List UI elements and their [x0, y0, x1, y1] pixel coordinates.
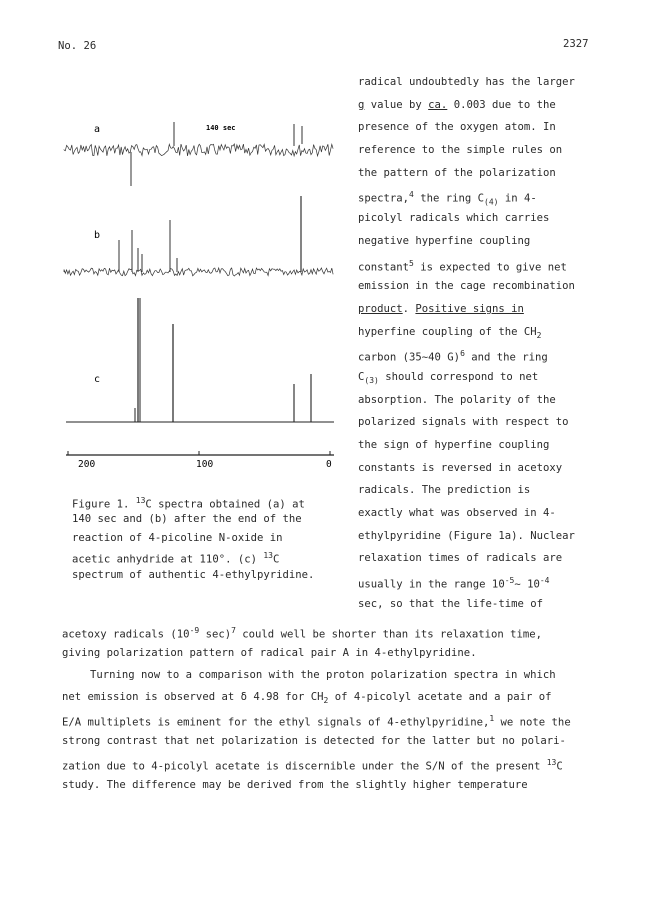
axis-tick-100: 100 [196, 459, 214, 470]
page-number: 2327 [563, 38, 589, 50]
text-line: relaxation times of radicals are [358, 552, 563, 565]
text-line: ethylpyridine (Figure 1a). Nuclear [358, 529, 575, 542]
caption-line: spectrum of authentic 4-ethylpyridine. [72, 568, 315, 581]
axis-tick-200: 200 [78, 459, 96, 470]
panel-label-c: c [94, 374, 101, 385]
caption-line: Figure 1. $^{13}$C spectra obtained (a) at [72, 496, 305, 511]
text-line: spectra,$^4$ the ring $C_{(4)}$ in 4- [358, 190, 537, 208]
text-line: study. The difference may be derived from the slightly higher temperature [62, 779, 528, 791]
journal-issue: No. 26 [58, 40, 97, 52]
nmr-spectra-figure [58, 112, 348, 472]
text-line: constants is reversed in acetoxy [358, 461, 563, 474]
right-column-text [358, 71, 658, 616]
text-line: radicals. The prediction is [358, 484, 531, 497]
text-line: net emission is observed at δ 4.98 for $CH_2$ of 4-picolyl acetate and a pair of [62, 691, 552, 706]
panel-label-a: a [94, 124, 101, 135]
spectrum-b [64, 196, 333, 276]
text-line: hyperfine coupling of the $CH_2$ [358, 325, 542, 340]
body-text-full-width [62, 620, 622, 796]
text-line: the pattern of the polarization [358, 166, 556, 179]
caption-line: reaction of 4-picoline N-oxide in [72, 531, 283, 544]
text-line: strong contrast that net polarization is detected for the latter but no polari- [62, 735, 566, 747]
text-line: product. Positive signs in [358, 302, 524, 315]
text-line: polarized signals with respect to [358, 416, 569, 429]
text-line: absorption. The polarity of the [358, 393, 556, 406]
text-line: the sign of hyperfine coupling [358, 439, 550, 451]
axis-tick-0: 0 [326, 459, 332, 470]
chemical-shift-axis [66, 451, 334, 455]
text-line: carbon (35∼40 G)$^6$ and the ring [358, 349, 548, 364]
text-line: E/A multiplets is eminent for the ethyl signals of 4-ethylpyridine,$^1$ we note the [62, 714, 571, 729]
text-line: $C_{(3)}$ should correspond to net [358, 370, 539, 386]
text-line: presence of the oxygen atom. In [358, 121, 556, 134]
caption-line: acetic anhydride at 110°. (c) $^{13}$C [72, 551, 280, 566]
panel-label-b: b [94, 230, 101, 241]
text-line: usually in the range $10^{-5}\sim$ $10^{-4}$ [358, 576, 550, 591]
spectrum-c [66, 298, 334, 422]
text-line: acetoxy radicals ($10^{-9}$ sec)$^7$ could well be shorter than its relaxation time, [62, 626, 543, 641]
spectrum-a [64, 122, 333, 186]
text-line: negative hyperfine coupling [358, 234, 531, 247]
text-line: reference to the simple rules on [358, 144, 563, 157]
text-line: zation due to 4-picolyl acetate is discernible under the S/N of the present $^{13}$C [62, 758, 563, 773]
text-line: emission in the cage recombination [358, 280, 575, 293]
text-line: giving polarization pattern of radical pair A in 4-ethylpyridine. [62, 647, 477, 659]
text-line: g value by ca. 0.003 due to the [358, 98, 556, 111]
panel-a-time-label: 140 sec [206, 124, 236, 132]
figure-caption [72, 492, 342, 584]
text-line: Turning now to a comparison with the proton polarization spectra in which [90, 669, 556, 681]
text-line: exactly what was observed in 4- [358, 507, 556, 520]
text-line: picolyl radicals which carries [358, 212, 550, 225]
text-line: radical undoubtedly has the larger [358, 76, 575, 88]
text-line: sec, so that the life-time of [358, 597, 543, 610]
caption-line: 140 sec and (b) after the end of the [72, 513, 302, 526]
text-line: constant$^5$ is expected to give net [358, 258, 567, 274]
